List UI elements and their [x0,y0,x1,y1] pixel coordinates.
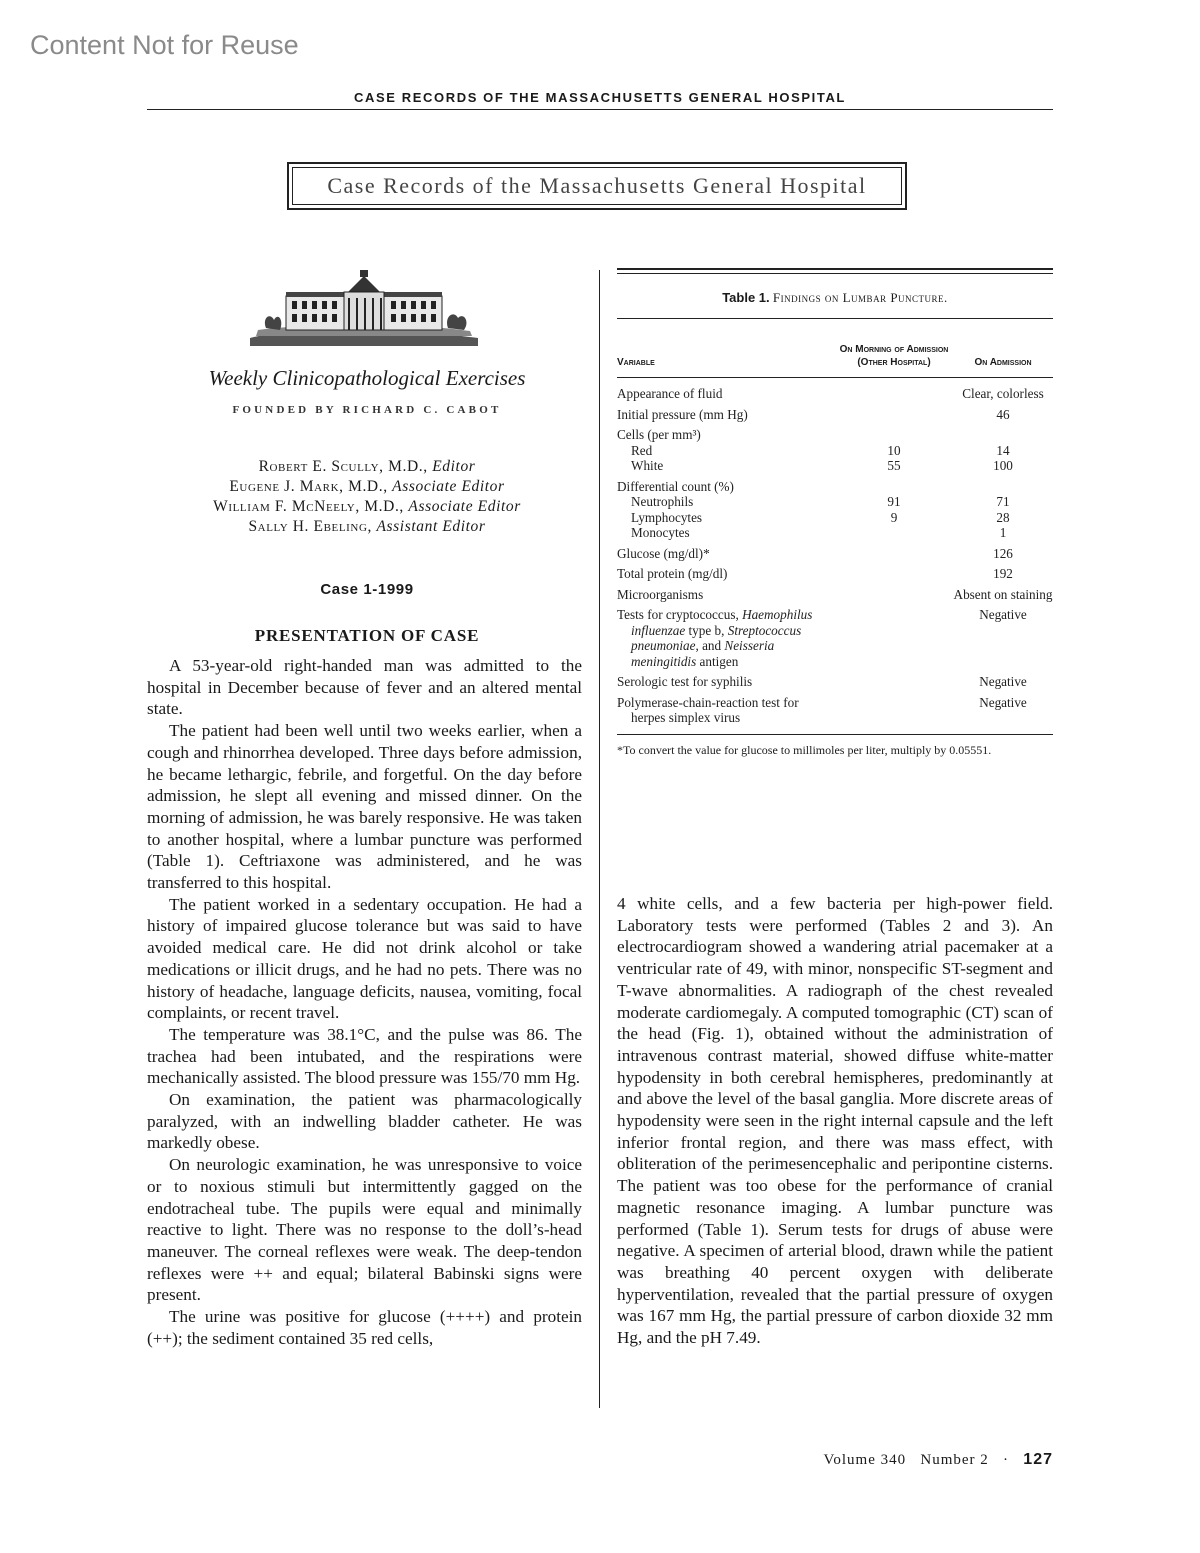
cell-variable [617,602,835,669]
hospital-engraving-image [248,268,480,346]
editor-line [147,497,587,517]
lumbar-puncture-table [617,268,1053,758]
cell-other-hospital [835,422,953,443]
section-heading: PRESENTATION OF CASE [254,626,480,645]
cell-other-hospital: 9 [890,509,898,525]
cell-variable: Polymerase-chain-reaction test for herpes simplex virus [617,694,799,725]
cell-variable: Initial pressure (mm Hg) [617,406,748,422]
cell-text: , and [695,638,725,653]
organism-name: Haemophilus influenzae [631,607,813,638]
cell-variable: Monocytes [631,525,690,540]
cell-text: antigen [696,653,739,669]
cell-on-admission: Clear, colorless [962,386,1044,401]
cell-other-hospital: 91 [887,494,901,509]
left-column-body [147,655,582,1350]
header-other-hospital: On Morning of Admission (Other Hospital) [839,344,949,368]
footer-separator: · [1003,1452,1010,1468]
header-variable: Variable [617,357,655,368]
table-title-rule [617,318,1053,319]
cell-other-hospital [835,582,953,603]
cell-other-hospital [835,402,953,423]
table-label: Table 1. [722,290,770,305]
cell-text: Tests for cryptococcus, [617,607,743,622]
editor-line [147,457,587,477]
cell-on-admission: Negative [979,674,1027,689]
cell-other-hospital [835,690,953,726]
body-paragraph: On neurologic examination, he was unresponsive to voice or to noxious stimuli but intermittently gagged on the endotracheal tube. The pupils were equal and minimally reactive to light. There was no response to the doll’s-head maneuver. The corneal reflexes were weak. The deep-tendon reflexes were ++ and equal; bilateral Babinski signs were present. [147,1155,582,1305]
editor-role: Associate Editor [392,478,505,495]
cell-other-hospital [835,386,953,402]
cell-variable: Red [631,442,653,458]
number-label: Number 2 [920,1452,989,1468]
banner-title: Case Records of the Massachusetts General Hospital [292,167,902,205]
cell-other-hospital [835,669,953,690]
body-paragraph: The patient worked in a sedentary occupation. He had a history of impaired glucose tolerance but was said to have avoided medical care. He did not drink alcohol or take medications or illicit drugs, and he had no pets. There was no history of headache, language deficits, nausea, vomiting, focal complaints, or recent travel. [147,894,582,1023]
editor-role: Assistant Editor [376,518,486,535]
page-number: 127 [1023,1451,1053,1468]
cell-variable: Neutrophils [631,494,694,509]
body-paragraph: The patient had been well until two weeks earlier, when a cough and rhinorrhea developed. Three days before admission, he became lethargic, febrile, and forgetful. On the day before admission, he slept all evening and missed dinner. On the morning of admission, he was barely responsive. He was taken to another hospital, where a lumbar puncture was performed (Table 1). Ceftriaxone was administered, and he was transferred to this hospital. [147,721,582,893]
cell-variable: Total protein (mg/dl) [617,566,728,581]
table-top-rule [617,268,1053,274]
organism-name: Streptococcus pneumoniae [631,622,802,653]
body-paragraph: The temperature was 38.1°C, and the pulse was 86. The trachea had been intubated, and the respirations were mechanically assisted. The blood pressure was 155/70 mm Hg. [147,1024,582,1088]
cell-variable: Lymphocytes [631,509,703,525]
cell-variable: Glucose (mg/dl)* [617,545,710,561]
header-rule [147,109,1053,110]
table-header-row [617,343,1053,378]
body-paragraph: The urine was positive for glucose (++++) and protein (++); the sediment contained 35 red cells, [147,1307,582,1348]
cell-variable: Serologic test for syphilis [617,674,753,689]
editor-line [147,477,587,497]
cell-variable: Appearance of fluid [617,386,723,401]
banner-title-box [287,162,907,210]
cell-on-admission: 46 [996,406,1010,422]
right-column-body [617,893,1053,1349]
cell-variable: Cells (per mm³) [617,427,701,442]
cell-variable: White [631,458,664,473]
table-caption: Findings on Lumbar Puncture. [772,290,948,305]
cell-on-admission: 100 [993,458,1013,473]
cell-on-admission: 1 [999,525,1007,540]
editor-role: Associate Editor [408,498,521,515]
editor-role: Editor [432,458,476,475]
cell-other-hospital [835,541,953,562]
cell-on-admission [953,422,1053,443]
editor-name: Eugene J. Mark, M.D., [229,478,388,495]
editor-name: William F. McNeely, M.D., [213,498,404,515]
cell-variable: Microorganisms [617,586,704,602]
volume-label: Volume 340 [823,1452,907,1468]
editor-name: Sally H. Ebeling, [248,518,372,535]
cell-other-hospital: 10 [887,442,901,458]
cell-other-hospital [835,561,953,582]
cell-on-admission: Negative [979,607,1027,622]
cell-on-admission: 192 [993,566,1013,581]
organism-name: Neisseria meningitidis [631,638,775,669]
editor-name: Robert E. Scully, M.D., [258,458,428,475]
founded-by-line: FOUNDED BY RICHARD C. CABOT [232,404,502,416]
watermark: Content Not for Reuse [30,30,299,60]
cell-on-admission: 126 [993,545,1013,561]
table-bottom-rule [617,734,1053,735]
cell-on-admission: 14 [996,442,1010,458]
cell-on-admission: Absent on staining [953,586,1053,602]
table-title [617,290,1053,306]
table-footnote: *To convert the value for glucose to millimoles per liter, multiply by 0.05551. [617,742,992,757]
header-on-admission: On Admission [974,357,1032,368]
cell-other-hospital [835,602,953,669]
editors-list [147,457,587,537]
cell-on-admission [953,474,1053,495]
cell-other-hospital [835,474,953,495]
body-paragraph: 4 white cells, and a few bacteria per high-power field. Laboratory tests were performed (Tables 2 and 3). An electrocardiogram showed a wandering atrial pacemaker at a ventricular rate of 49, with minor, nonspecific ST-segment and T-wave abnormalities. A radiograph of the chest revealed moderate cardiomegaly. A computed tomographic (CT) scan of the head (Fig. 1), obtained without the administration of intravenous contrast material, showed diffuse white-matter hypodensity in both cerebral hemispheres, predominantly at and above the level of the basal ganglia. More discrete areas of hypodensity were seen in the right internal capsule and the left inferior frontal region, and there was mass effect, with obliteration of the perimesencephalic and peripontine cisterns. The patient was too obese for the performance of cranial magnetic resonance imaging. A lumbar puncture was performed (Table 1). Serum tests for drugs of abuse were negative. A specimen of arterial blood, drawn while the patient was breathing 40 percent oxygen with deliberate hyperventilation, revealed that the partial pressure of oxygen was 167 mm Hg, the partial pressure of carbon dioxide 32 mm Hg, and the pH 7.49. [617,894,1053,1348]
cell-other-hospital: 55 [887,458,901,473]
cell-on-admission: 71 [996,494,1010,509]
running-head: CASE RECORDS OF THE MASSACHUSETTS GENERAL HOSPITAL [354,90,846,105]
case-number: Case 1-1999 [320,581,414,598]
editor-line [147,517,587,537]
cell-other-hospital [835,525,953,541]
cell-on-admission: 28 [996,509,1010,525]
cell-text: type b, [685,622,728,638]
page-footer [823,1451,1053,1469]
body-paragraph: A 53-year-old right-handed man was admitted to the hospital in December because of fever and an altered mental state. [147,656,582,719]
cell-variable: Differential count (%) [617,478,734,494]
column-divider [599,270,600,1408]
cell-on-admission: Negative [979,694,1027,710]
table-body [617,378,1053,726]
body-paragraph: On examination, the patient was pharmacologically paralyzed, with an indwelling bladder catheter. He was markedly obese. [147,1090,582,1153]
series-title: Weekly Clinicopathological Exercises [208,366,526,390]
